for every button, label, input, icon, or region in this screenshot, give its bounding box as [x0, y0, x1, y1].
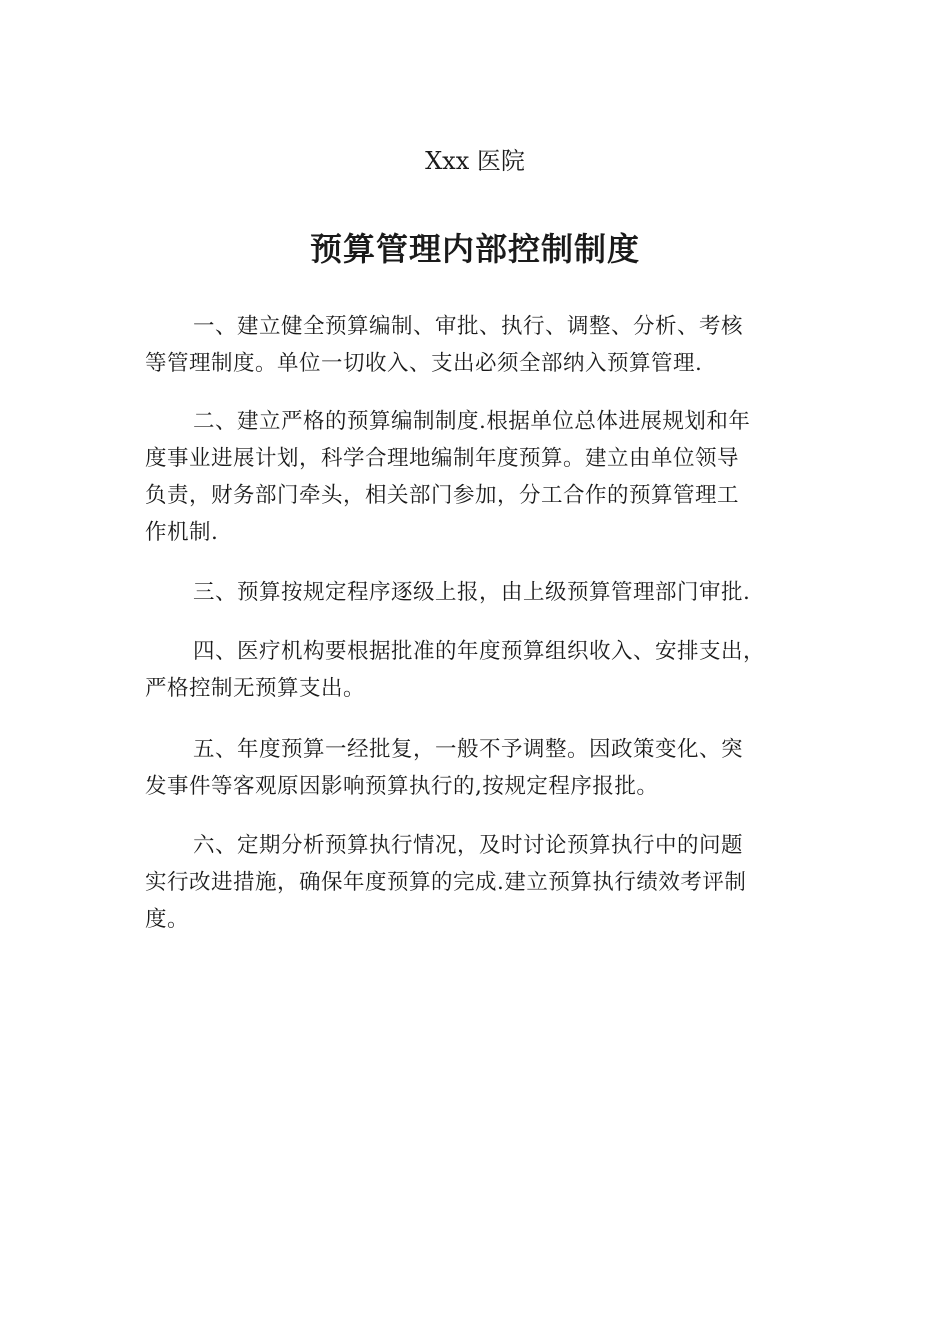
paragraph-2 [145, 403, 750, 551]
paragraph-line: 度。 [145, 907, 190, 932]
paragraph-5 [145, 731, 743, 805]
paragraph-4 [145, 633, 765, 707]
paragraph-line: 发事件等客观原因影响预算执行的,按规定程序报批。 [145, 774, 659, 799]
paragraph-line: 作机制. [145, 520, 219, 545]
paragraph-line: 实行改进措施，确保年度预算的完成.建立预算执行绩效考评制 [145, 870, 747, 895]
paragraph-6 [145, 827, 746, 938]
paragraph-line: 度事业进展计划，科学合理地编制年度预算。建立由单位领导 [145, 446, 740, 471]
organization-name: Xxx 医院 [425, 147, 525, 175]
document-title: 预算管理内部控制制度 [309, 230, 640, 268]
paragraph-line: 一、建立健全预算编制、审批、执行、调整、分析、考核 [193, 314, 744, 339]
paragraph-line: 二、建立严格的预算编制制度.根据单位总体进展规划和年 [193, 409, 751, 434]
paragraph-line: 等管理制度。单位一切收入、支出必须全部纳入预算管理. [145, 351, 703, 376]
paragraph-line: 六、定期分析预算执行情况，及时讨论预算执行中的问题 [193, 833, 744, 858]
paragraph-line: 负责，财务部门牵头，相关部门参加，分工合作的预算管理工 [145, 483, 740, 508]
paragraph-line: 四、医疗机构要根据批准的年度预算组织收入、安排支出， [193, 639, 766, 664]
paragraph-line: 严格控制无预算支出。 [145, 676, 366, 701]
paragraph-1 [145, 308, 743, 382]
paragraph-3 [145, 574, 750, 611]
paragraph-line: 五、年度预算一经批复，一般不予调整。因政策变化、突 [193, 737, 744, 762]
paragraph-line: 三、预算按规定程序逐级上报，由上级预算管理部门审批. [193, 580, 751, 605]
